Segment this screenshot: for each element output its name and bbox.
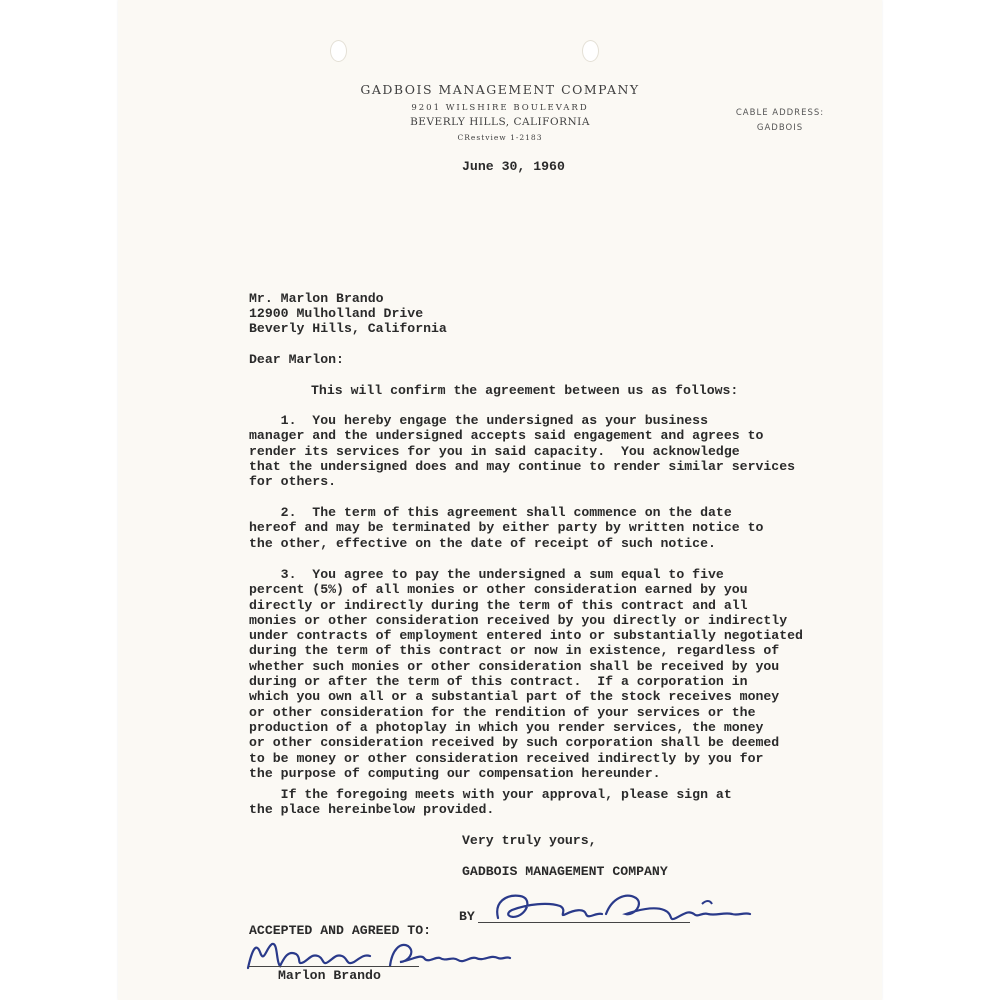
paragraph-4: If the foregoing meets with your approval, please sign at the place hereinbelow provided. bbox=[249, 787, 732, 818]
recipient-street: 12900 Mulholland Drive bbox=[249, 306, 424, 321]
by-label: BY bbox=[459, 909, 475, 924]
closing-company: GADBOIS MANAGEMENT COMPANY bbox=[462, 864, 668, 879]
accepted-label: ACCEPTED AND AGREED TO: bbox=[249, 923, 432, 938]
salutation: Dear Marlon: bbox=[249, 352, 344, 367]
letter-date: June 30, 1960 bbox=[462, 159, 565, 174]
paragraph-2: 2. The term of this agreement shall commence on the date hereof and may be terminated by either party by written notice to the other, effective on the date of receipt of such notice. bbox=[249, 505, 764, 551]
letterhead-company: GADBOIS MANAGEMENT COMPANY bbox=[360, 82, 640, 97]
punch-hole bbox=[330, 40, 347, 62]
cable-address-value: GADBOIS bbox=[756, 123, 804, 133]
letter-page bbox=[118, 0, 882, 1000]
letterhead-city: BEVERLY HILLS, CALIFORNIA bbox=[410, 116, 590, 128]
paragraph-1: 1. You hereby engage the undersigned as your business manager and the undersigned accepts said engagement and agrees to render its services for you in said capacity. You acknowledge that the undersigned does and may continue to render similar services for others. bbox=[249, 413, 796, 490]
cable-address-label: CABLE ADDRESS: bbox=[735, 108, 825, 118]
signer-name: Marlon Brando bbox=[278, 968, 381, 983]
signature-line-accepted bbox=[249, 966, 419, 967]
closing: Very truly yours, bbox=[462, 833, 597, 848]
letterhead-phone: CRestview 1-2183 bbox=[457, 133, 543, 142]
gadbois-signature bbox=[488, 884, 760, 934]
punch-hole bbox=[582, 40, 599, 62]
intro-line: This will confirm the agreement between us as follows: bbox=[311, 383, 739, 398]
recipient-city: Beverly Hills, California bbox=[249, 321, 447, 336]
recipient-name: Mr. Marlon Brando bbox=[249, 291, 384, 306]
letterhead-street: 9201 WILSHIRE BOULEVARD bbox=[411, 103, 589, 113]
paragraph-3: 3. You agree to pay the undersigned a sum equal to five percent (5%) of all monies or other consideration earned by you directly or indirectly during the term of this contract and all monies or other consideration received by you directly or indirectly under contracts of employment entered into or substantially negotiated during the term of this contract or now in existence, regardless of whether such monies or other consideration shall be received by you during or after the term of this contract. If a corporation in which you own all or a substantial part of the stock receives money or other consideration for the rendition of your services or the production of a photoplay in which you render services, the money or other consideration received by such corporation shall be deemed to be money or other consideration received indirectly by you for the purpose of computing our compensation hereunder. bbox=[249, 567, 803, 781]
